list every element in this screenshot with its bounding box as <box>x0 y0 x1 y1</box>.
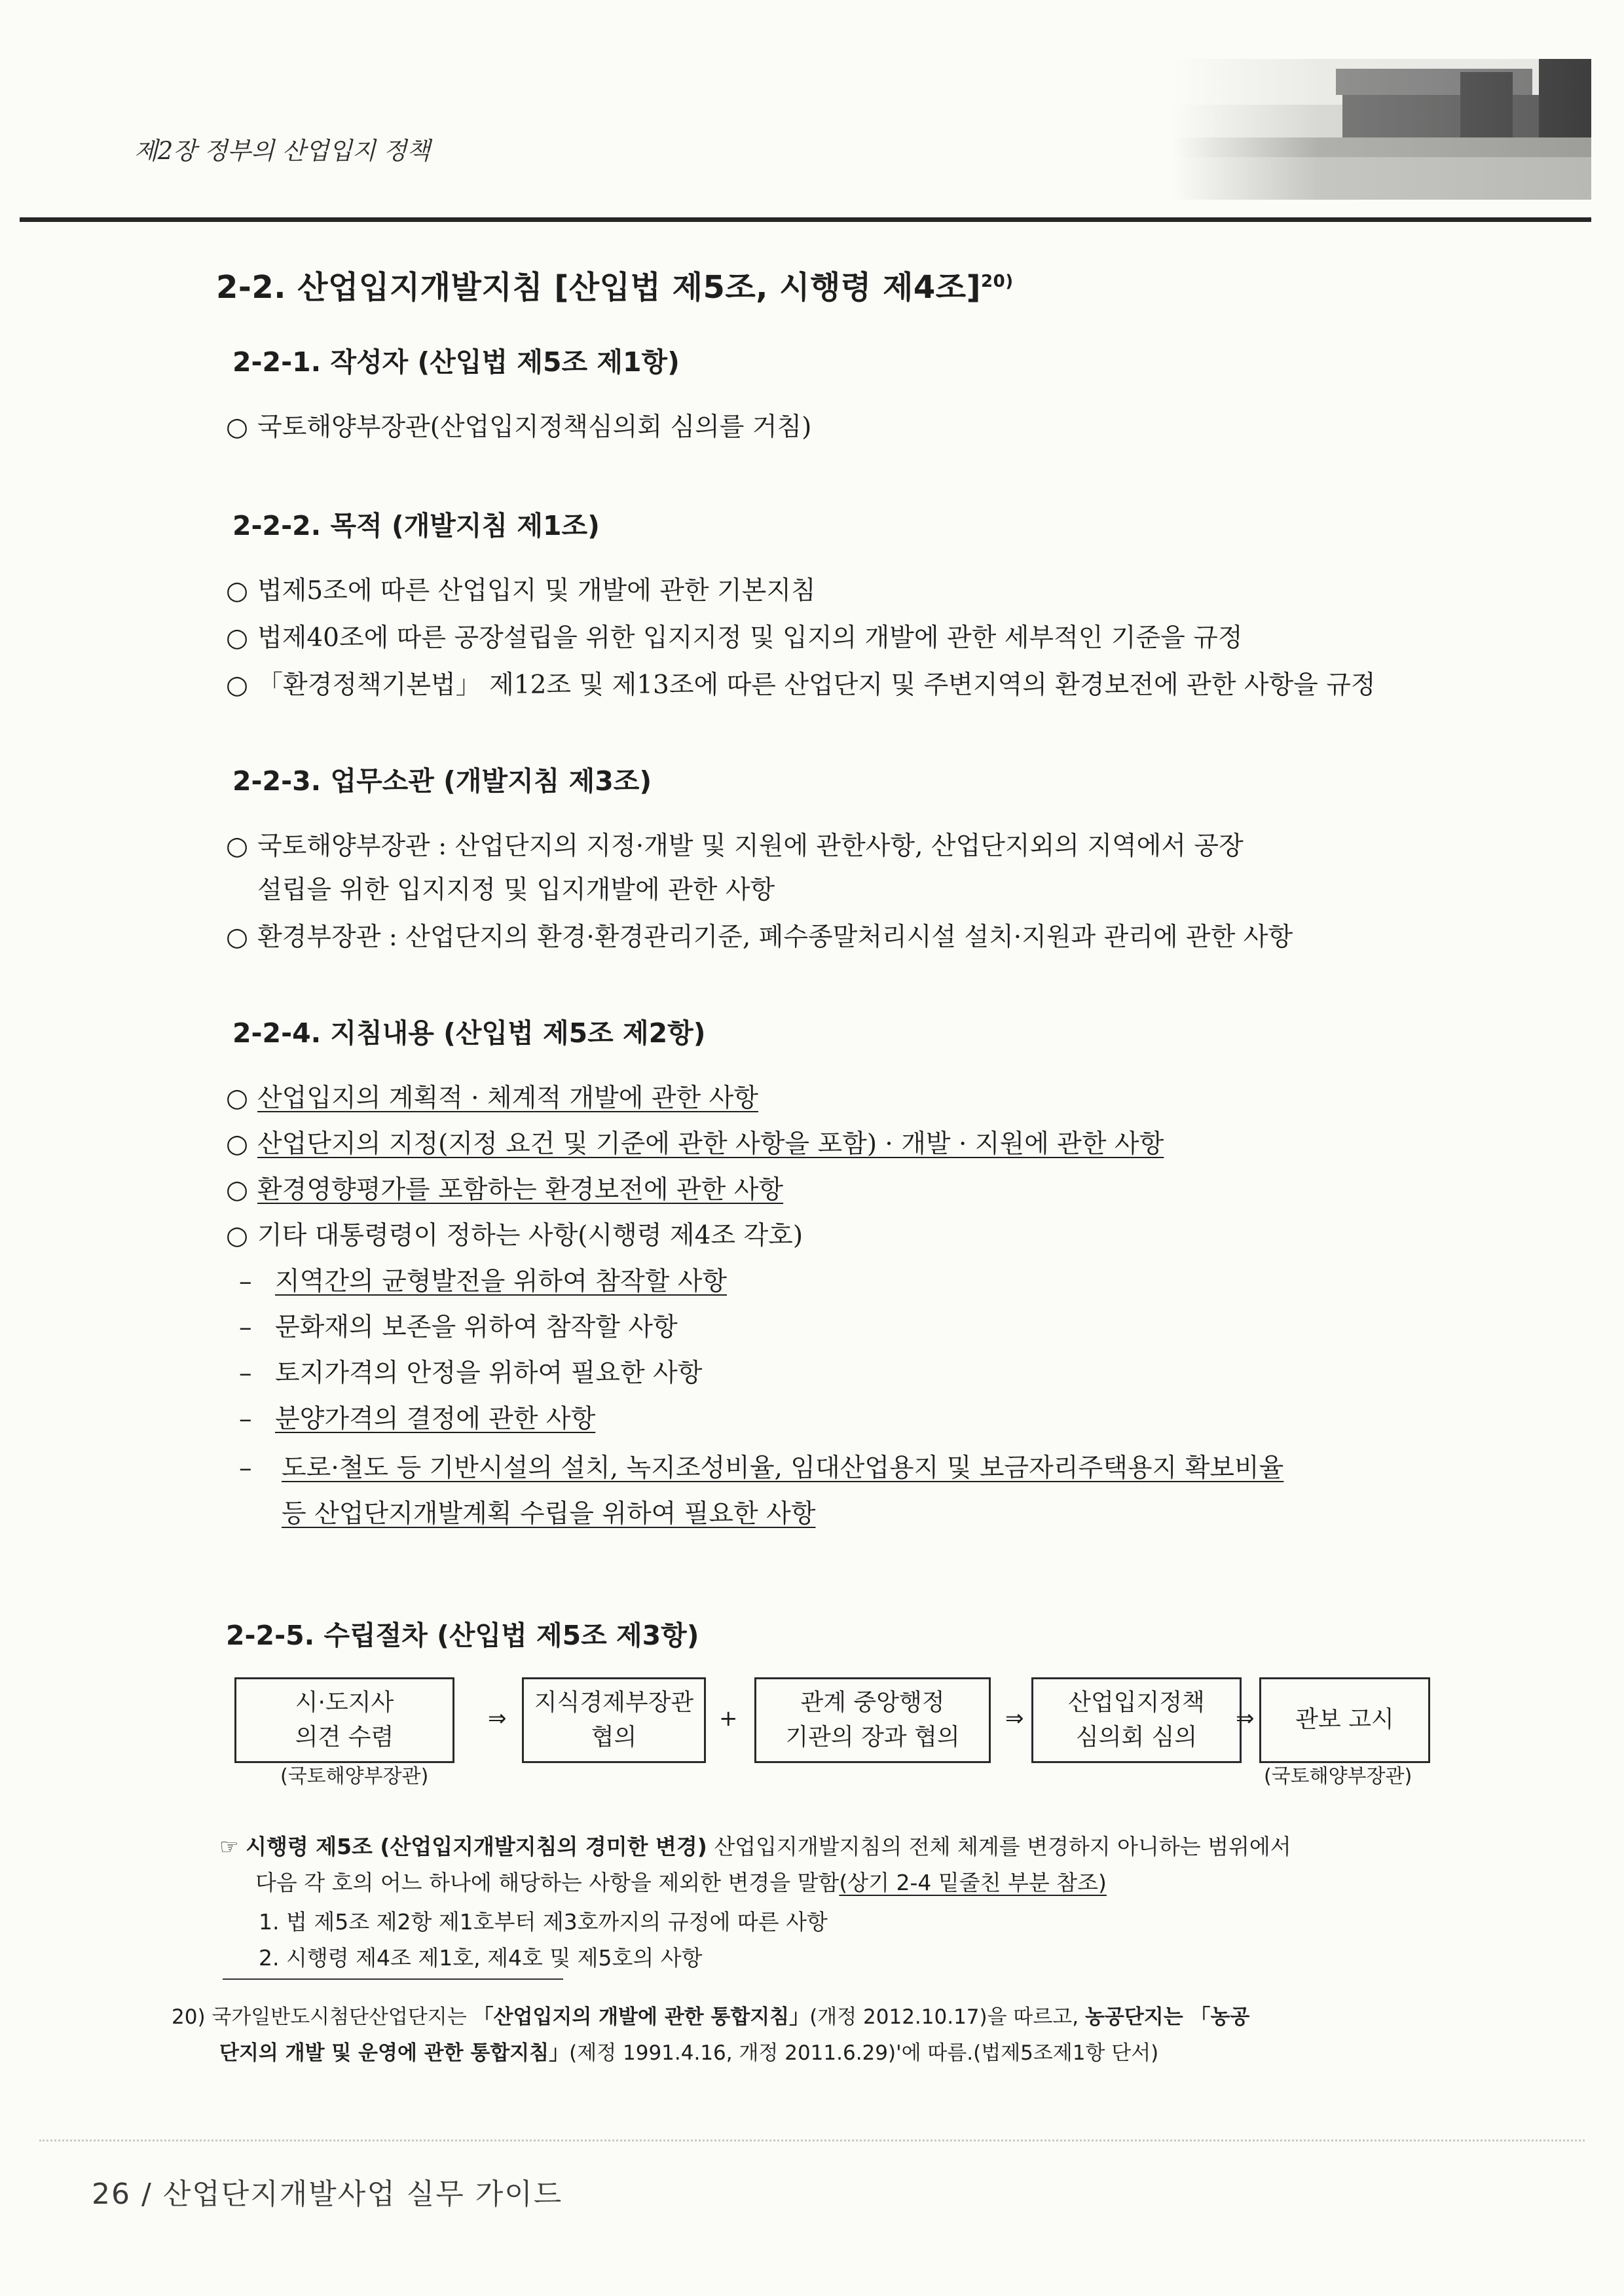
heading-2-2-1: 2-2-1. 작성자 (산입법 제5조 제1항) <box>232 346 680 378</box>
section-title: 2-2. 산업입지개발지침 [산입법 제5조, 시행령 제4조]$^{20)}$ <box>216 269 1014 306</box>
flow-plus: + <box>719 1705 738 1732</box>
footnote-line: 단지의 개발 및 운영에 관한 통합지침」(제정 1991.4.16, 개정 2011.6.29)'에 따름.(법제5조제1항 단서) <box>219 2041 1159 2065</box>
dash-item: – 토지가격의 안정을 위하여 필요한 사항 <box>239 1358 703 1388</box>
list-item: ○ 환경부장관 : 산업단지의 환경·환경관리기준, 폐수종말처리시설 설치·지원과 관리에 관한 사항 <box>226 922 1293 952</box>
header-photo <box>1172 59 1591 200</box>
footer-rule <box>39 2140 1585 2141</box>
heading-2-2-3: 2-2-3. 업무소관 (개발지침 제3조) <box>232 765 652 797</box>
flow-note-ministry: (국토해양부장관) <box>280 1765 429 1788</box>
footnote-ref: 20) <box>981 272 1014 291</box>
note-line: ☞ 시행령 제5조 (산업입지개발지침의 경미한 변경) 산업입지개발지침의 전체 체계를 변경하지 아니하는 범위에서 <box>219 1834 1291 1859</box>
list-item: ○ 국토해양부장관(산업입지정책심의회 심의를 거침) <box>226 412 812 442</box>
flow-step-knowledge-economy-consult: 지식경제부장관 협의 <box>522 1677 706 1763</box>
list-item: ○ 환경영향평가를 포함하는 환경보전에 관한 사항 <box>226 1175 784 1205</box>
heading-2-2-2: 2-2-2. 목적 (개발지침 제1조) <box>232 510 600 541</box>
list-item: ○ 국토해양부장관 : 산업단지의 지정·개발 및 지원에 관한사항, 산업단지외의 지역에서 공장 <box>226 831 1244 861</box>
flow-step-gazette-notice: 관보 고시 <box>1259 1677 1430 1763</box>
dash-item: – 문화재의 보존을 위하여 참작할 사항 <box>239 1313 678 1342</box>
dash-item-continuation: 등 산업단지개발계획 수립을 위하여 필요한 사항 <box>282 1499 816 1529</box>
list-item: ○ 산업입지의 계획적 · 체계적 개발에 관한 사항 <box>226 1084 758 1113</box>
chapter-title: 제2장 정부의 산업입지 정책 <box>134 137 430 165</box>
flow-step-policy-committee-review: 산업입지정책 심의회 심의 <box>1031 1677 1242 1763</box>
list-item: ○ 법제40조에 따른 공장설립을 위한 입지지정 및 입지의 개발에 관한 세부적인 기준을 규정 <box>226 623 1243 653</box>
flow-note-ministry: (국토해양부장관) <box>1264 1765 1412 1788</box>
heading-2-2-4: 2-2-4. 지침내용 (산입법 제5조 제2항) <box>232 1017 706 1049</box>
flow-arrow: ⇒ <box>1236 1705 1255 1732</box>
flow-step-central-agencies-consult: 관계 중앙행정 기관의 장과 협의 <box>754 1677 991 1763</box>
heading-2-2-5: 2-2-5. 수립절차 (산입법 제5조 제3항) <box>226 1620 699 1651</box>
pointer-icon: ☞ <box>219 1834 239 1859</box>
list-item: ○ 산업단지의 지정(지정 요건 및 기준에 관한 사항을 포함) · 개발 · 지원에 관한 사항 <box>226 1129 1164 1159</box>
note-item: 1. 법 제5조 제2항 제1호부터 제3호까지의 규정에 따른 사항 <box>259 1909 828 1935</box>
list-item: ○ 「환경정책기본법」 제12조 및 제13조에 따른 산업단지 및 주변지역의 환경보전에 관한 사항을 규정 <box>226 670 1376 700</box>
list-item-continuation: 설립을 위한 입지지정 및 입지개발에 관한 사항 <box>257 875 775 905</box>
page-footer: 26 / 산업단지개발사업 실무 가이드 <box>92 2178 563 2211</box>
flow-arrow: ⇒ <box>488 1705 507 1732</box>
note-item: 2. 시행령 제4조 제1호, 제4호 및 제5호의 사항 <box>259 1945 703 1971</box>
flow-step-governor-opinion: 시·도지사 의견 수렴 <box>234 1677 454 1763</box>
note-line: 다음 각 호의 어느 하나에 해당하는 사항을 제외한 변경을 말함(상기 2-4 밑줄친 부분 참조) <box>255 1870 1107 1895</box>
flow-arrow: ⇒ <box>1005 1705 1024 1732</box>
header-rule <box>20 217 1591 222</box>
dash-item: – 도로·철도 등 기반시설의 설치, 녹지조성비율, 임대산업용지 및 보금자리주택용지 확보비율 <box>239 1453 1284 1483</box>
footnote-line: 20) 국가일반도시첨단산업단지는 「산업입지의 개발에 관한 통합지침」(개정 2012.10.17)을 따르고, 농공단지는 「농공 <box>172 2005 1250 2029</box>
dash-item: – 분양가격의 결정에 관한 사항 <box>239 1404 596 1434</box>
list-item: ○ 기타 대통령령이 정하는 사항(시행령 제4조 각호) <box>226 1221 803 1250</box>
footnote-rule <box>223 1978 563 1980</box>
list-item: ○ 법제5조에 따른 산업입지 및 개발에 관한 기본지침 <box>226 576 816 606</box>
dash-item: – 지역간의 균형발전을 위하여 참작할 사항 <box>239 1267 728 1296</box>
